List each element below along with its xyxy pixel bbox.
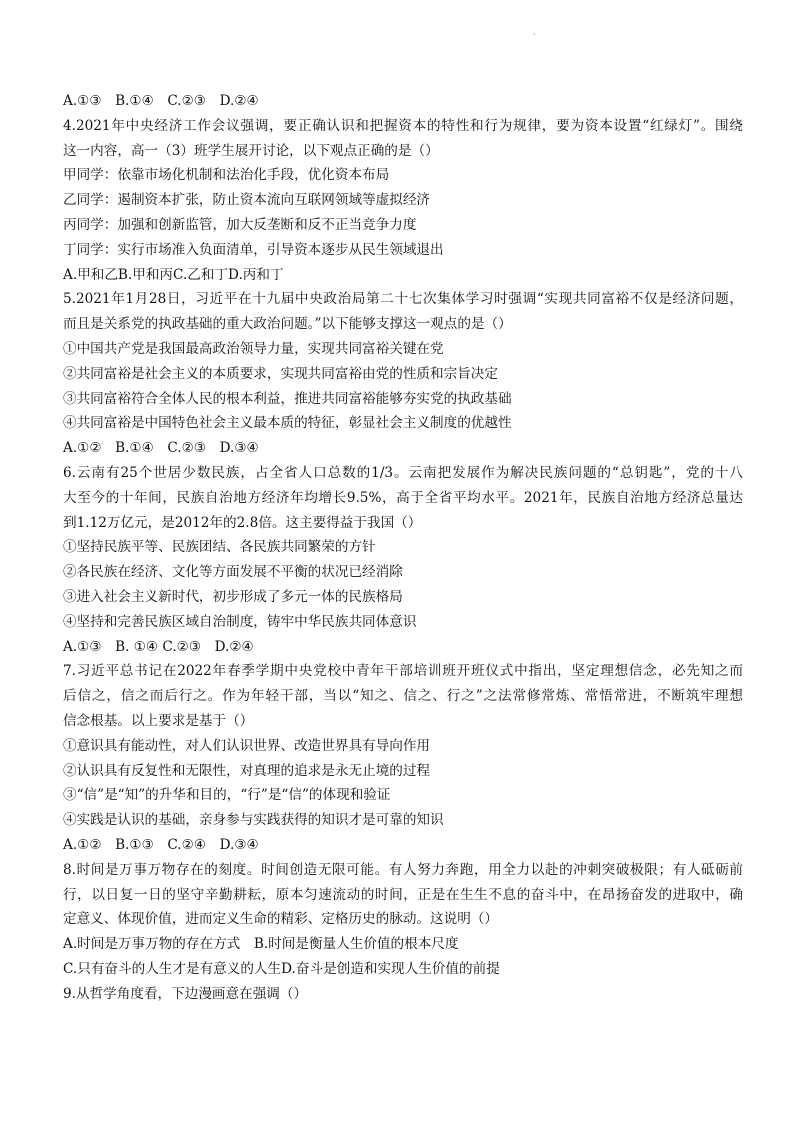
text-line: 9.从哲学角度看，下边漫画意在强调（）	[63, 985, 308, 1002]
text-line: ③“信”是“知”的升华和目的，“行”是“信”的体现和验证	[63, 787, 391, 804]
text-line: 这一内容，高一（3）班学生展开讨论，以下观点正确的是（）	[63, 142, 439, 159]
text-line: 到1.12万亿元，是2012年的2.8倍。这主要得益于我国（）	[63, 514, 422, 531]
text-line: A.甲和乙B.甲和丙C.乙和丁D.丙和丁	[63, 266, 284, 283]
text-line: A.①③ B. ①④ C.②③ D.②④	[63, 638, 254, 655]
text-line: 大至今的十年间，民族自治地方经济年均增长9.5%，高于全省平均水平。2021年，民族自治地方经济总量达	[63, 489, 743, 506]
text-line: 丙同学：加强和创新监管，加大反垄断和反不正当竞争力度	[63, 216, 417, 233]
text-line: A.①② B.①③ C.②④ D.③④	[63, 836, 259, 853]
text-line: 6.云南有25个世居少数民族，占全省人口总数的1/3。云南把发展作为解决民族问题的“总钥匙”，党的十八	[63, 464, 743, 481]
text-line: 7.习近平总书记在2022年春季学期中央党校中青年干部培训班开班仪式中指出，坚定理想信念，必先知之而	[63, 663, 743, 680]
text-line: ②各民族在经济、文化等方面发展不平衡的状况已经消除	[63, 564, 403, 581]
exam-page-text	[63, 89, 743, 1006]
text-line: 乙同学：遏制资本扩张，防止资本流向互联网领域等虚拟经济	[63, 192, 431, 209]
text-line: 而且是关系党的执政基础的重大政治问题。”以下能够支撑这一观点的是（）	[63, 316, 512, 333]
text-line: A.①③ B.①④ C.②③ D.②④	[63, 93, 259, 109]
text-line: 后信之，信之而后行之。作为年轻干部，当以“知之、信之、行之”之法常修常炼、常悟常进，不断筑牢理想	[63, 688, 743, 705]
text-line: ①意识具有能动性，对人们认识世界、改造世界具有导向作用	[63, 737, 431, 754]
text-line: ③进入社会主义新时代，初步形成了多元一体的民族格局	[63, 588, 403, 605]
text-line: ④实践是认识的基础，亲身参与实践获得的知识才是可靠的知识	[63, 812, 444, 829]
text-line: 5.2021年1月28日，习近平在十九届中央政治局第二十七次集体学习时强调“实现共同富裕不仅是经济问题，	[63, 291, 743, 308]
text-line: 行，以日复一日的坚守辛勤耕耘，原本匀速流动的时间，正是在生生不息的奋斗中，在昂扬奋发的进取中，确	[63, 886, 743, 903]
text-line: ②共同富裕是社会主义的本质要求，实现共同富裕由党的性质和宗旨决定	[63, 365, 498, 382]
text-line: 8.时间是万事万物存在的刻度。时间创造无限可能。有人努力奔跑，用全力以赴的冲刺突破极限；有人砥砺前	[63, 861, 743, 878]
text-line: 丁同学：实行市场准入负面清单，引导资本逐步从民生领域退出	[63, 241, 444, 258]
text-line: ④坚持和完善民族区域自治制度，铸牢中华民族共同体意识	[63, 613, 417, 630]
text-line: A.时间是万事万物的存在方式 B.时间是衡量人生价值的根本尺度	[63, 936, 459, 953]
text-line: C.只有奋斗的人生才是有意义的人生D.奋斗是创造和实现人生价值的前提	[63, 960, 500, 977]
text-line: ③共同富裕符合全体人民的根本利益，推进共同富裕能够夯实党的执政基础	[63, 390, 512, 407]
text-line: 4.2021年中央经济工作会议强调，要正确认识和把握资本的特性和行为规律，要为资本设置“红绿灯”。围绕	[63, 117, 743, 134]
text-line: ②认识具有反复性和无限性，对真理的追求是永无止境的过程	[63, 762, 431, 779]
text-line: ①坚持民族平等、民族团结、各民族共同繁荣的方针	[63, 539, 376, 556]
text-line: 信念根基。以上要求是基于（）	[63, 712, 254, 729]
text-line: 定意义、体现价值，进而定义生命的精彩、定格历史的脉动。这说明（）	[63, 911, 498, 928]
text-line: ④共同富裕是中国特色社会主义最本质的特征，彰显社会主义制度的优越性	[63, 415, 512, 432]
header-mark: ·	[533, 30, 536, 39]
text-line: A.①② B.①④ C.②③ D.③④	[63, 440, 259, 457]
text-line: ①中国共产党是我国最高政治领导力量，实现共同富裕关键在党	[63, 340, 444, 357]
text-line: 甲同学：依靠市场化机制和法治化手段，优化资本布局	[63, 167, 390, 184]
